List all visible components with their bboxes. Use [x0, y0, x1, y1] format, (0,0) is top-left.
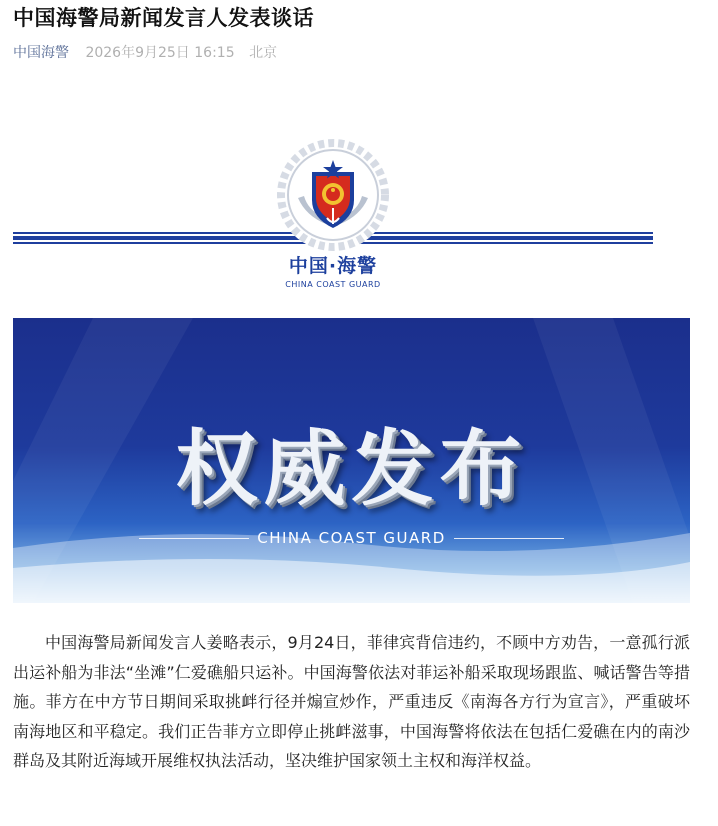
- article-body-paragraph: 中国海警局新闻发言人姜略表示，9月24日，菲律宾背信违约，不顾中方劝告，一意孤行派出运补船为非法“坐滩”仁爱礁船只运补。中国海警依法对菲运补船采取现场跟监、喊话警告等措施。菲方在中方节日期间采取挑衅行径并煽宣炒作，严重违反《南海各方行为宣言》，严重破坏南海地区和平稳定。我们正告菲方立即停止挑衅滋事，中国海警将依法在包括仁爱礁在内的南沙群岛及其附近海域开展维权执法活动，坚决维护国家领土主权和海洋权益。: [13, 633, 690, 770]
- brand-name-english: CHINA COAST GUARD: [285, 280, 381, 289]
- publish-location: 北京: [249, 45, 278, 61]
- banner-subtitle: CHINA COAST GUARD: [13, 528, 690, 548]
- coast-guard-emblem-icon: [276, 138, 390, 252]
- article-title: 中国海警局新闻发言人发表谈话: [13, 6, 314, 30]
- banner-title: 权威发布: [175, 422, 528, 517]
- brand-name-chinese: 中国·海警: [288, 255, 378, 277]
- coast-guard-logo-header: [13, 138, 653, 298]
- publish-datetime: 2026年9月25日 16:15: [85, 45, 235, 61]
- article-meta: [13, 44, 277, 62]
- authoritative-release-banner: [13, 318, 690, 603]
- source-account-link[interactable]: 中国海警: [13, 45, 69, 61]
